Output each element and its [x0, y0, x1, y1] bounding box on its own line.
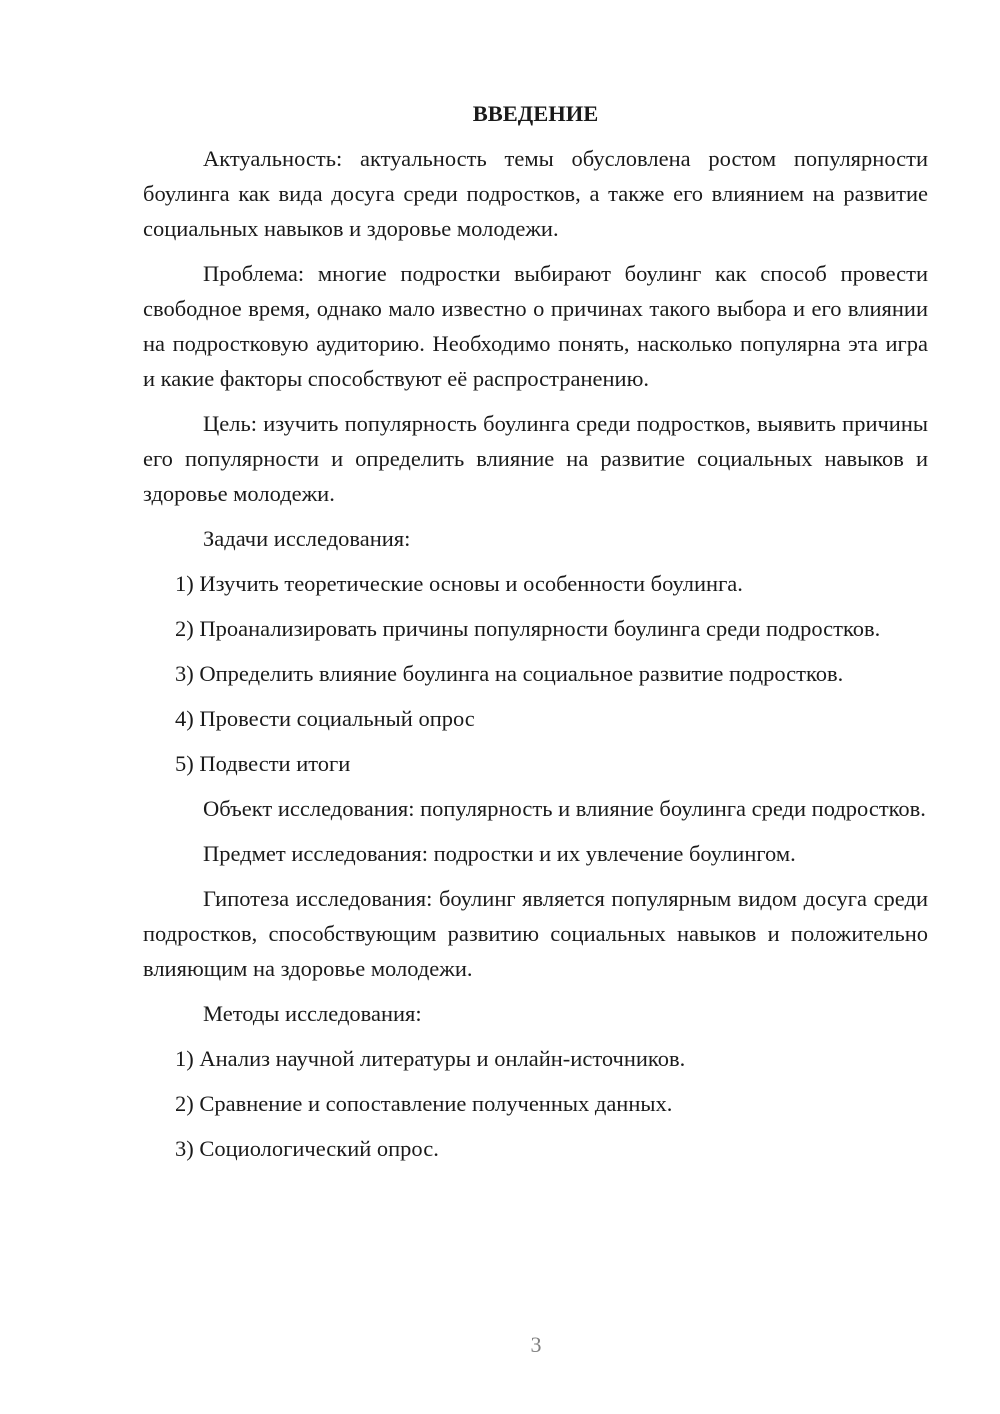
paragraph-object: Объект исследования: популярность и влияние боулинга среди подростков.: [203, 796, 926, 821]
method-item-3: 3) Социологический опрос.: [175, 1136, 439, 1161]
task-item-4: 4) Провести социальный опрос: [175, 706, 475, 731]
task-item-5: 5) Подвести итоги: [175, 751, 351, 776]
task-item-2: 2) Проанализировать причины популярности боулинга среди подростков.: [175, 616, 881, 641]
page-number: 3: [530, 1332, 542, 1357]
method-item-1: 1) Анализ научной литературы и онлайн-источников.: [175, 1046, 686, 1071]
tasks-heading: Задачи исследования:: [203, 526, 411, 551]
method-item-2: 2) Сравнение и сопоставление полученных данных.: [175, 1091, 673, 1116]
page-content: [143, 96, 928, 1176]
task-item-3: 3) Определить влияние боулинга на социальное развитие подростков.: [175, 661, 844, 686]
paragraph-goal: Цель: изучить популярность боулинга среди подростков, выявить причины его популярности и определить влияние на развитие социальных навыков и здоровье молодежи.: [143, 411, 928, 506]
paragraph-hypothesis: Гипотеза исследования: боулинг является популярным видом досуга среди подростков, способствующим развитию социальных навыков и положительно влияющим на здоровье молодежи.: [143, 886, 928, 981]
paragraph-problem: Проблема: многие подростки выбирают боулинг как способ провести свободное время, однако мало известно о причинах такого выбора и его влиянии на подростковую аудиторию. Необходимо понять, насколько популярна эта игра и какие факторы способствуют её распространению.: [143, 261, 928, 391]
task-item-1: 1) Изучить теоретические основы и особенности боулинга.: [175, 571, 743, 596]
paragraph-relevance: Актуальность: актуальность темы обусловлена ростом популярности боулинга как вида досуга среди подростков, а также его влиянием на развитие социальных навыков и здоровье молодежи.: [143, 146, 928, 241]
page-title: ВВЕДЕНИЕ: [472, 101, 599, 126]
methods-heading: Методы исследования:: [203, 1001, 422, 1026]
paragraph-subject: Предмет исследования: подростки и их увлечение боулингом.: [203, 841, 796, 866]
